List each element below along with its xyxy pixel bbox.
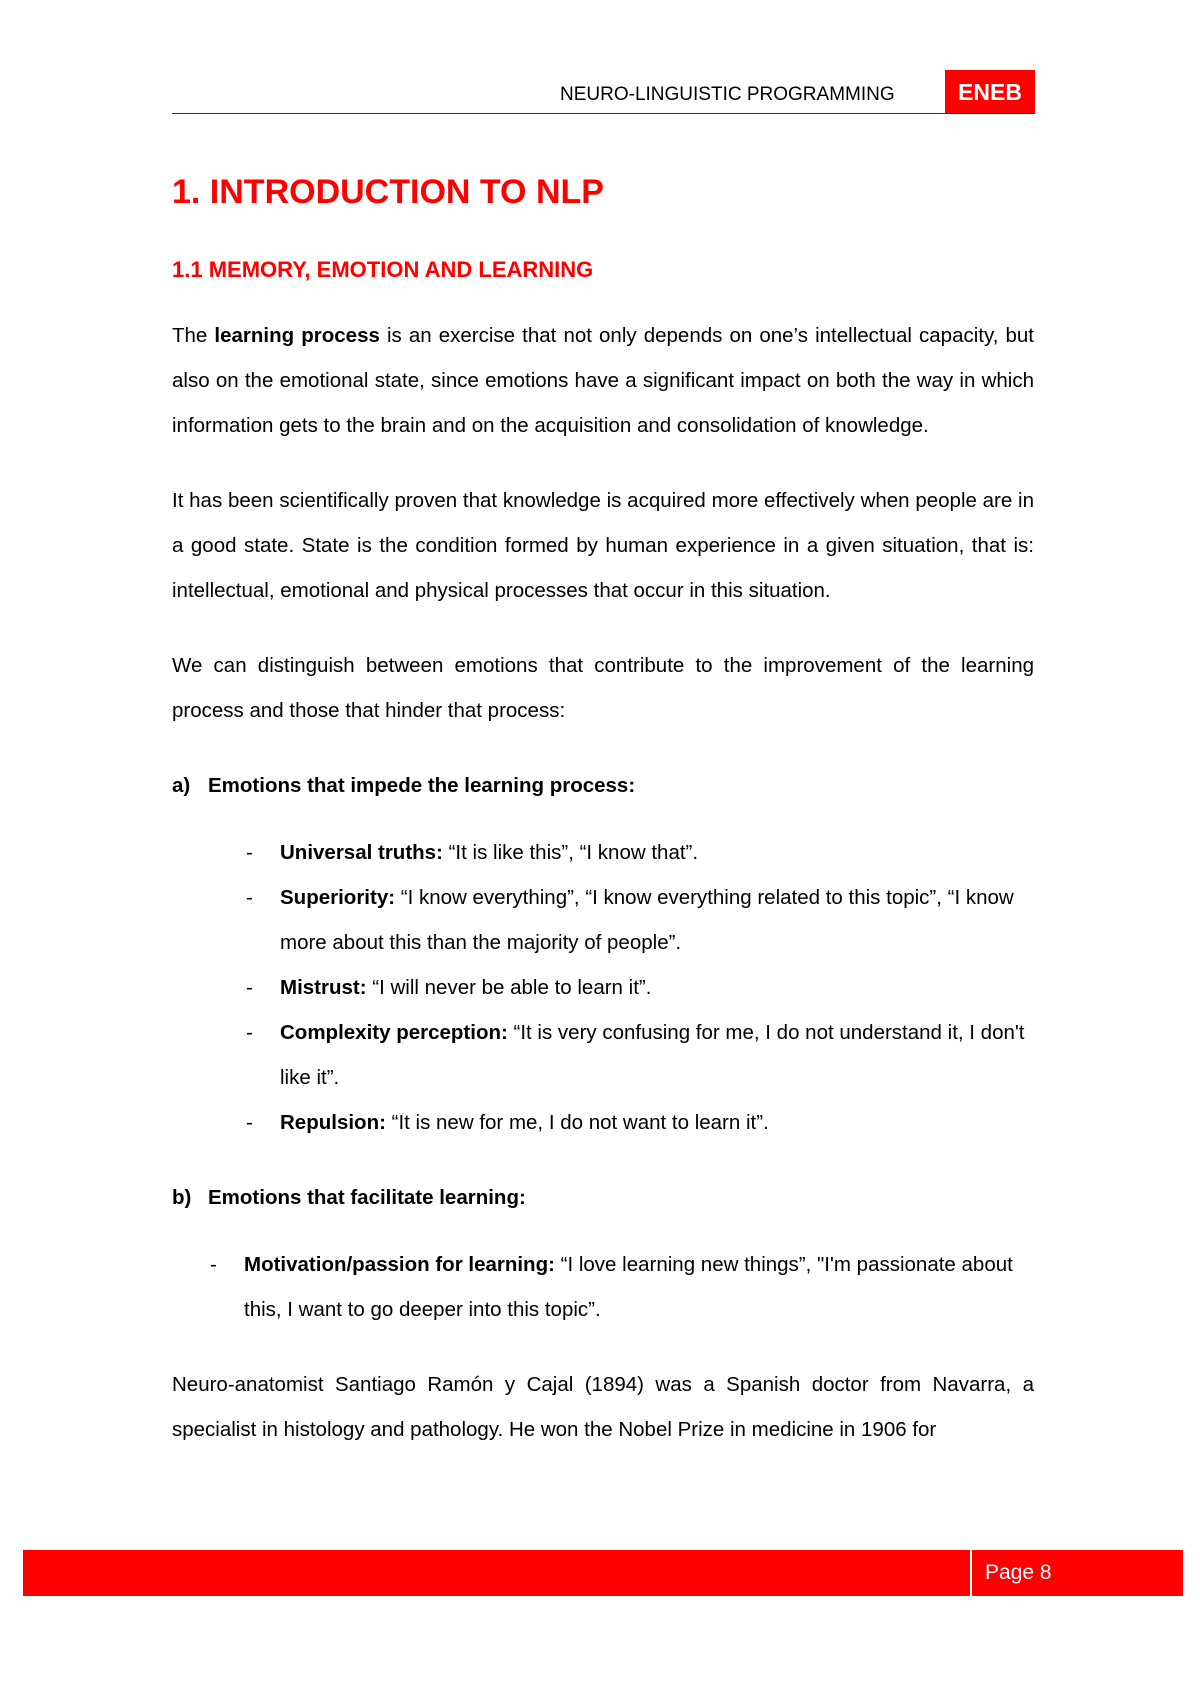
list-b <box>172 1242 1034 1332</box>
dash-bullet: - <box>246 1111 253 1135</box>
item-text: “I love learning new things”, "I'm passionate about this, I want to go deeper into this topic”. <box>244 1253 1013 1322</box>
item-text: “It is new for me, I do not want to learn it”. <box>385 1111 769 1135</box>
list-title: Emotions that impede the learning process: <box>208 774 636 798</box>
dash-bullet: - <box>246 886 253 910</box>
list-item <box>172 965 1034 1010</box>
item-term: Superiority: <box>280 886 396 910</box>
paragraph-distinguish: We can distinguish between emotions that contribute to the improvement of the learning process and those that hinder that process: <box>172 654 1034 723</box>
list-label: b) <box>172 1186 192 1210</box>
item-term: Universal truths: <box>280 841 443 865</box>
dash-bullet: - <box>246 976 253 1000</box>
list-title: Emotions that facilitate learning: <box>208 1186 526 1210</box>
footer-separator <box>970 1550 972 1596</box>
list-item <box>172 1010 1034 1100</box>
chapter-heading: 1. INTRODUCTION TO NLP <box>172 173 604 211</box>
dash-bullet: - <box>210 1253 217 1277</box>
paragraph-text: is an exercise that not only depends on one’s intellectual capacity, but also on the emotional state, since emotions have a significant impact on both the way in which information gets to the brain and on the acquisition and consolidation of knowledge. <box>172 324 1034 438</box>
item-text: “It is very confusing for me, I do not understand it, I don't like it”. <box>280 1021 1025 1090</box>
list-item <box>172 830 1034 875</box>
item-term: Mistrust: <box>280 976 367 1000</box>
page-number: Page 8 <box>985 1561 1052 1584</box>
list-a-heading <box>172 763 1034 808</box>
list-b-heading <box>172 1175 1034 1220</box>
section-heading: 1.1 MEMORY, EMOTION AND LEARNING <box>172 256 594 282</box>
header-title: NEURO-LINGUISTIC PROGRAMMING <box>560 84 895 105</box>
item-term: Motivation/passion for learning: <box>244 1253 555 1277</box>
list-item <box>172 1242 1034 1332</box>
bold-term: learning process <box>214 324 380 348</box>
item-text: “I know everything”, “I know everything related to this topic”, “I know more about this than the majority of people”. <box>280 886 1014 955</box>
paragraph-text: The <box>172 324 215 348</box>
list-item <box>172 875 1034 965</box>
list-item <box>172 1100 1034 1145</box>
item-term: Repulsion: <box>280 1111 386 1135</box>
dash-bullet: - <box>246 841 253 865</box>
paragraph-state: It has been scientifically proven that knowledge is acquired more effectively when people are in a good state. State is the condition formed by human experience in a given situation, that is: intellectual, emotional and physical processes that occur in this situation. <box>172 489 1034 603</box>
paragraph-ramon-y-cajal: Neuro-anatomist Santiago Ramón y Cajal (1894) was a Spanish doctor from Navarra, a specialist in histology and pathology. He won the Nobel Prize in medicine in 1906 for <box>172 1373 1034 1442</box>
eneb-logo: ENEB <box>945 70 1035 114</box>
item-term: Complexity perception: <box>280 1021 508 1045</box>
page-content <box>172 172 1034 1452</box>
item-text: “I will never be able to learn it”. <box>366 976 652 1000</box>
paragraph-learning-process <box>172 313 1034 448</box>
list-label: a) <box>172 774 191 798</box>
list-a <box>172 830 1034 1145</box>
header-divider <box>172 113 1034 114</box>
dash-bullet: - <box>246 1021 253 1045</box>
item-text: “It is like this”, “I know that”. <box>442 841 699 865</box>
